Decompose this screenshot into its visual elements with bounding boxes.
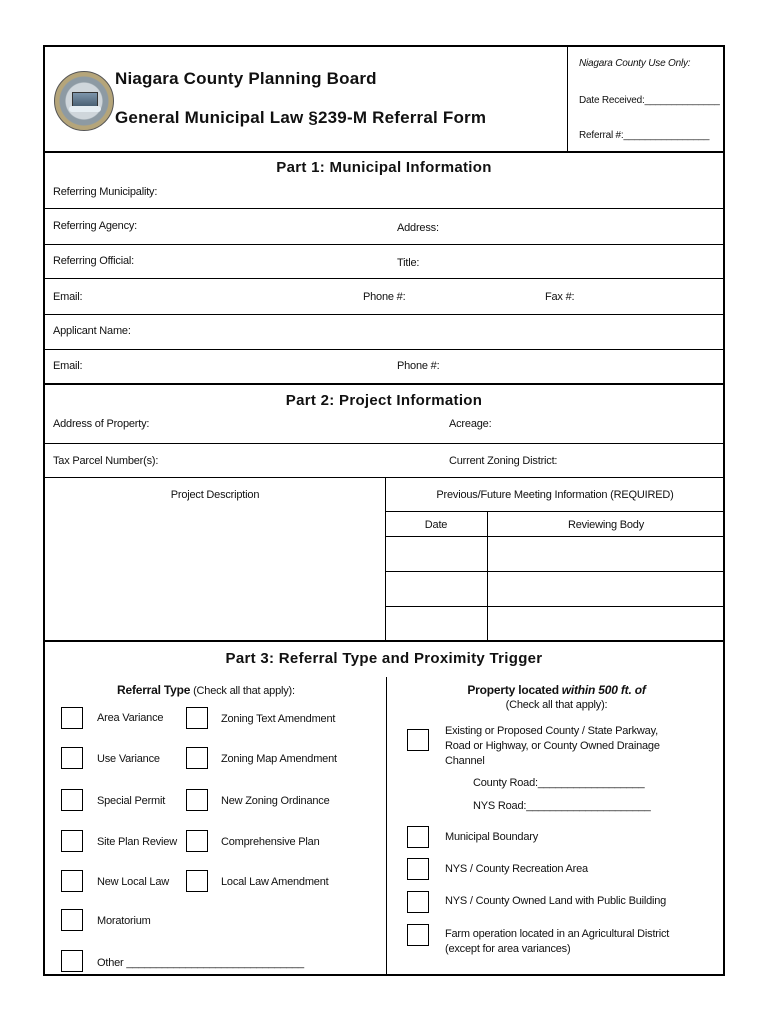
project-description-area[interactable] xyxy=(45,511,385,640)
new-zoning-ordinance-label: New Zoning Ordinance xyxy=(221,795,330,807)
applicant-name-field[interactable]: Applicant Name: xyxy=(53,325,131,337)
applicant-phone-field[interactable]: Phone #: xyxy=(397,360,440,372)
parkway-road-checkbox[interactable] xyxy=(407,729,429,751)
parkway-road-label: Existing or Proposed County / State Parkway, Road or Highway, or County Owned Drainage Channel xyxy=(445,725,660,767)
phone-field[interactable]: Phone #: xyxy=(363,291,406,303)
referral-type-heading: Referral Type (Check all that apply): xyxy=(117,683,295,697)
farm-operation-label: Farm operation located in an Agricultural District (except for area variances) xyxy=(445,928,670,955)
area-variance-label: Area Variance xyxy=(97,712,164,724)
new-local-law-checkbox[interactable] xyxy=(61,870,83,892)
part1-heading: Part 1: Municipal Information xyxy=(276,159,492,176)
zoning-text-amendment-checkbox[interactable] xyxy=(186,707,208,729)
area-variance-checkbox[interactable] xyxy=(61,707,83,729)
farm-operation-checkbox[interactable] xyxy=(407,924,429,946)
other-label[interactable]: Other ______________________________ xyxy=(97,957,304,969)
form-subtitle: General Municipal Law §239-M Referral Form xyxy=(115,108,487,127)
comprehensive-plan-checkbox[interactable] xyxy=(186,830,208,852)
meeting-info-label: Previous/Future Meeting Information (REQUIRED) xyxy=(436,489,674,501)
public-building-checkbox[interactable] xyxy=(407,891,429,913)
site-plan-review-checkbox[interactable] xyxy=(61,830,83,852)
reviewing-body-column-header: Reviewing Body xyxy=(567,519,645,531)
municipal-boundary-label: Municipal Boundary xyxy=(445,831,539,843)
proximity-heading: Property located within 500 ft. of (Check all that apply): xyxy=(467,683,646,711)
address-field[interactable]: Address: xyxy=(397,222,439,234)
date-received-field[interactable]: Date Received:______________ xyxy=(579,95,720,106)
new-zoning-ordinance-checkbox[interactable] xyxy=(186,789,208,811)
recreation-area-checkbox[interactable] xyxy=(407,858,429,880)
project-description-label: Project Description xyxy=(170,489,260,501)
zoning-map-amendment-checkbox[interactable] xyxy=(186,747,208,769)
referring-agency-field[interactable]: Referring Agency: xyxy=(53,220,138,232)
zoning-text-amendment-label: Zoning Text Amendment xyxy=(221,713,336,725)
comprehensive-plan-label: Comprehensive Plan xyxy=(221,836,320,848)
meeting-body-cell[interactable] xyxy=(488,572,725,605)
meeting-date-cell[interactable] xyxy=(386,572,486,605)
applicant-email-field[interactable]: Email: xyxy=(53,360,83,372)
referring-official-field[interactable]: Referring Official: xyxy=(53,255,134,267)
part3-heading: Part 3: Referral Type and Proximity Trigger xyxy=(225,650,543,667)
zoning-district-field[interactable]: Current Zoning District: xyxy=(449,455,558,467)
email-field[interactable]: Email: xyxy=(53,291,83,303)
moratorium-checkbox[interactable] xyxy=(61,909,83,931)
meeting-body-cell[interactable] xyxy=(488,537,725,570)
referring-municipality-field[interactable]: Referring Municipality: xyxy=(53,186,158,198)
referral-number-field[interactable]: Referral #:________________ xyxy=(579,130,710,141)
municipal-boundary-checkbox[interactable] xyxy=(407,826,429,848)
site-plan-review-label: Site Plan Review xyxy=(97,836,177,848)
meeting-body-cell[interactable] xyxy=(488,607,725,640)
public-building-label: NYS / County Owned Land with Public Building xyxy=(445,895,667,907)
use-only-label: Niagara County Use Only: xyxy=(579,58,691,69)
nys-road-field[interactable]: NYS Road:_____________________ xyxy=(473,800,651,812)
part2-heading: Part 2: Project Information xyxy=(285,392,483,409)
local-law-amendment-label: Local Law Amendment xyxy=(221,876,329,888)
zoning-map-amendment-label: Zoning Map Amendment xyxy=(221,753,337,765)
use-variance-checkbox[interactable] xyxy=(61,747,83,769)
form-title: Niagara County Planning Board xyxy=(115,69,377,88)
other-checkbox[interactable] xyxy=(61,950,83,972)
meeting-date-cell[interactable] xyxy=(386,537,486,570)
date-column-header: Date xyxy=(424,519,448,531)
meeting-date-cell[interactable] xyxy=(386,607,486,640)
local-law-amendment-checkbox[interactable] xyxy=(186,870,208,892)
referral-form xyxy=(43,45,725,976)
acreage-field[interactable]: Acreage: xyxy=(449,418,492,430)
special-permit-checkbox[interactable] xyxy=(61,789,83,811)
tax-parcel-field[interactable]: Tax Parcel Number(s): xyxy=(53,455,159,467)
use-variance-label: Use Variance xyxy=(97,753,160,765)
property-address-field[interactable]: Address of Property: xyxy=(53,418,150,430)
new-local-law-label: New Local Law xyxy=(97,876,169,888)
official-title-field[interactable]: Title: xyxy=(397,257,420,269)
moratorium-label: Moratorium xyxy=(97,915,151,927)
county-seal-logo xyxy=(54,71,114,131)
county-road-field[interactable]: County Road:__________________ xyxy=(473,777,645,789)
recreation-area-label: NYS / County Recreation Area xyxy=(445,863,588,875)
special-permit-label: Special Permit xyxy=(97,795,166,807)
fax-field[interactable]: Fax #: xyxy=(545,291,575,303)
